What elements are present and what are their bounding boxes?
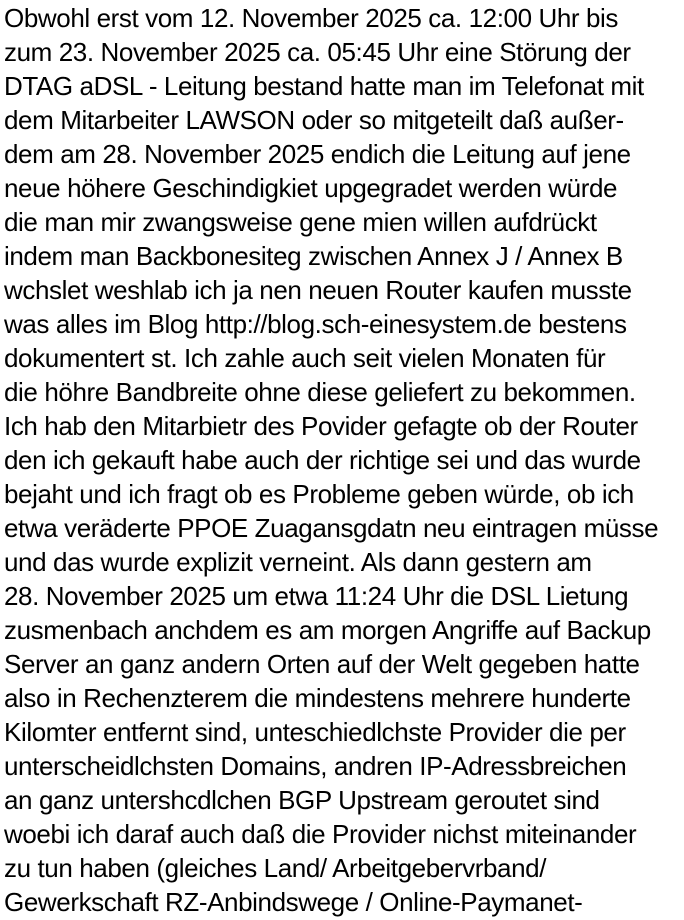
text-line: 28. November 2025 um etwa 11:24 Uhr die DSL Lietung: [4, 581, 629, 611]
text-line: Server an ganz andern Orten auf der Welt gegeben hatte: [4, 649, 640, 679]
text-line: bejaht und ich fragt ob es Probleme geben würde, ob ich: [4, 479, 634, 509]
text-line: also in Rechenzterem die mindestens mehrere hunderte: [4, 683, 631, 713]
text-line: neue höhere Geschindigkiet upgegradet werden würde: [4, 173, 618, 203]
text-line: zu tun haben (gleiches Land/ Arbeitgebervrband/: [4, 853, 547, 883]
text-line: DTAG aDSL - Leitung bestand hatte man im Telefonat mit: [4, 71, 644, 101]
text-line: zum 23. November 2025 ca. 05:45 Uhr eine Störung der: [4, 37, 631, 67]
text-line: und das wurde explizit verneint. Als dann gestern am: [4, 547, 592, 577]
text-line: Ich hab den Mitarbietr des Povider gefagte ob der Router: [4, 411, 638, 441]
text-line: Kilomter entfernt sind, unteschiedlchste Provider die per: [4, 717, 626, 747]
text-line: Obwohl erst vom 12. November 2025 ca. 12:00 Uhr bis: [4, 3, 619, 33]
text-line: wchslet weshlab ich ja nen neuen Router kaufen musste: [4, 275, 632, 305]
text-line: etwa veräderte PPOE Zuagansgdatn neu eintragen müsse: [4, 513, 659, 543]
text-line: dokumentert st. Ich zahle auch seit vielen Monaten für: [4, 343, 606, 373]
text-line: unterscheidlchsten Domains, andren IP-Adressbreichen: [4, 751, 627, 781]
text-line: was alles im Blog http://blog.sch-einesystem.de bestens: [4, 309, 627, 339]
text-line: an ganz untershcdlchen BGP Upstream geroutet sind: [4, 785, 600, 815]
text-line: Gewerkschaft RZ-Anbindswege / Online-Paymanet-: [4, 887, 583, 917]
text-line: woebi ich daraf auch daß die Provider nichst miteinander: [4, 819, 637, 849]
text-line: die man mir zwangsweise gene mien willen aufdrückt: [4, 207, 597, 237]
text-line: indem man Backbonesiteg zwischen Annex J / Annex B: [4, 241, 623, 271]
text-line: dem Mitarbeiter LAWSON oder so mitgeteilt daß außer-: [4, 105, 624, 135]
text-line: zusmenbach anchdem es am morgen Angriffe auf Backup: [4, 615, 651, 645]
text-line: die höhre Bandbreite ohne diese geliefert zu bekommen.: [4, 377, 636, 407]
text-line: dem am 28. November 2025 endich die Leitung auf jene: [4, 139, 631, 169]
text-line: den ich gekauft habe auch der richtige sei und das wurde: [4, 445, 641, 475]
